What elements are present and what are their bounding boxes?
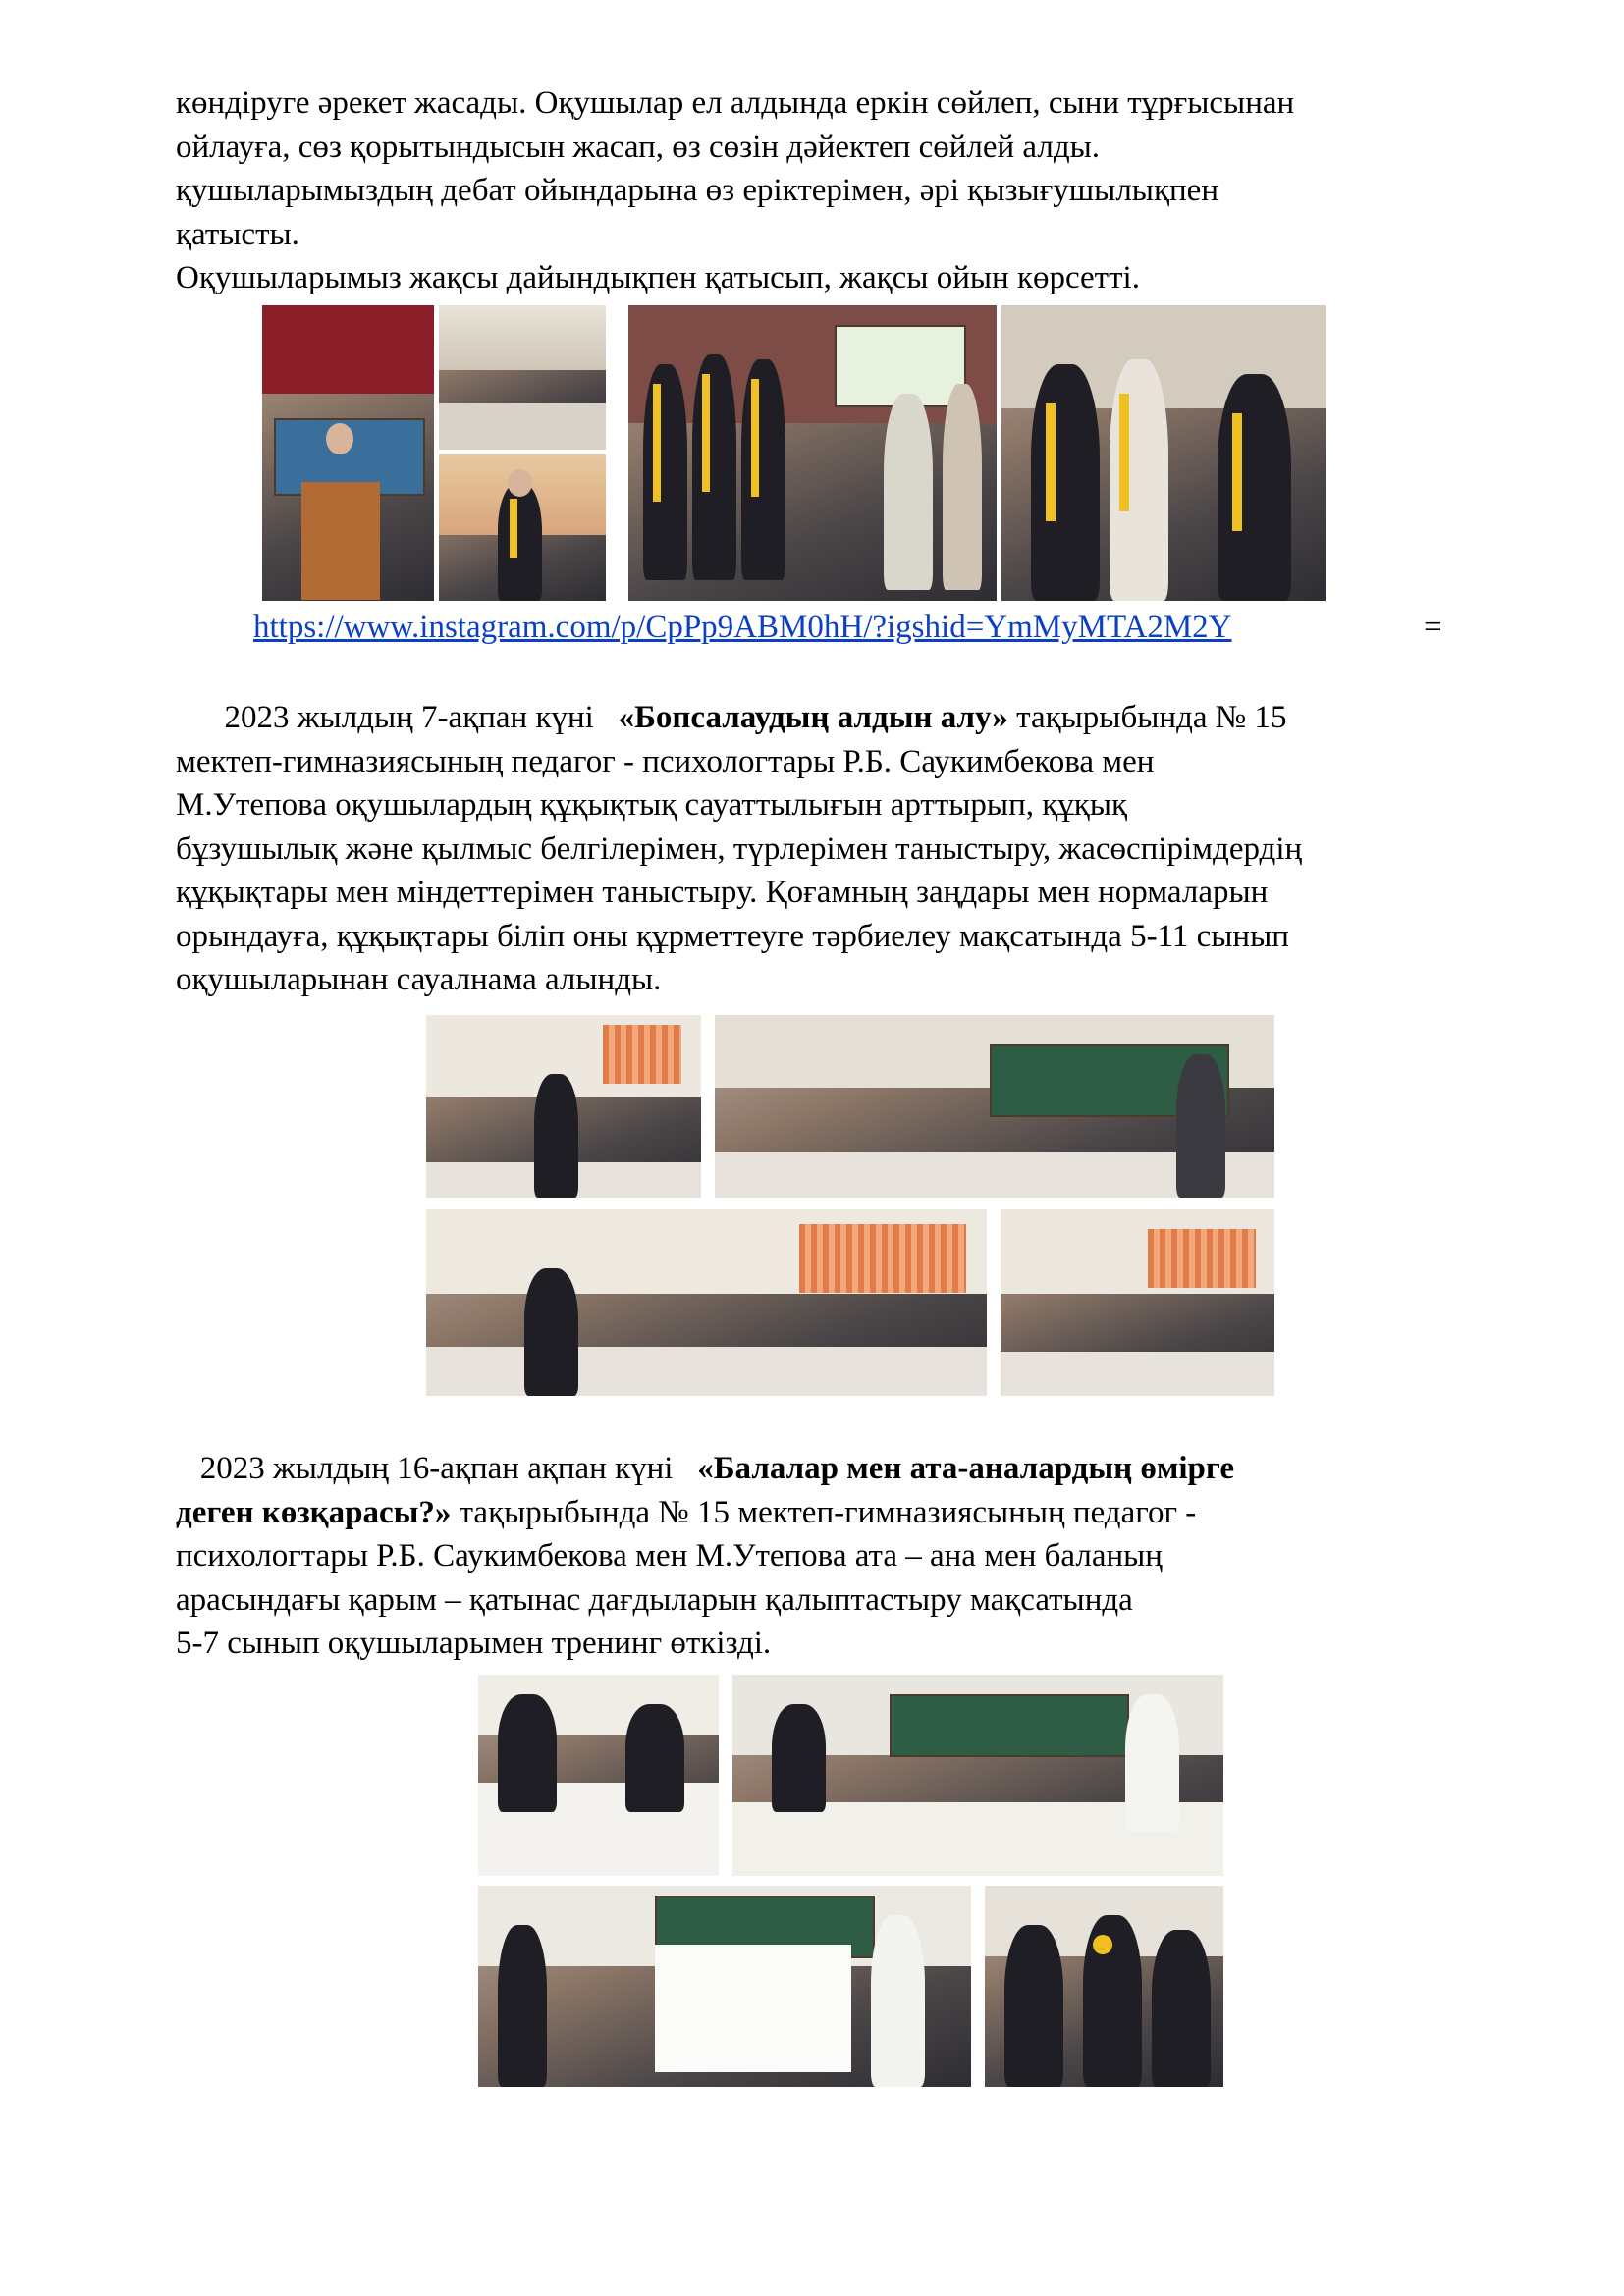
paragraph-training (176, 1447, 1522, 1622)
link-tail: = (1424, 610, 1442, 645)
date-text: 2023 жылдың 7-ақпан күні (224, 700, 594, 735)
paragraph-training-end (176, 1622, 1522, 1666)
text-line: мектеп-гимназиясының педагог - психологтары Р.Б. Саукимбекова мен (176, 743, 1155, 779)
text-line: Оқушыларымыз жақсы дайындықпен қатысып, жақсы ойын көрсетті. (176, 260, 1140, 295)
text-fragment: тақырыбында № 15 (1016, 700, 1287, 735)
photo-speaker-podium (262, 305, 434, 601)
photo-training-drawing (478, 1675, 719, 1876)
photo-training-group (732, 1675, 1223, 1876)
text-line (176, 696, 1522, 740)
text-line: ойлауға, сөз қорытындысын жасап, өз сөзін дәйектеп сөйлей алды. (176, 129, 1101, 165)
photo-audience (439, 305, 606, 450)
text-fragment: тақырыбында № 15 мектеп-гимназиясының педагог - (459, 1494, 1197, 1530)
topic-title: «Балалар мен ата-аналардың өмірге (697, 1451, 1235, 1486)
text-line: құқықтары мен міндеттерімен таныстыру. Қоғамның заңдары мен нормаларын (176, 875, 1269, 910)
photo-classroom-survey-3 (426, 1209, 987, 1396)
photo-training-students (985, 1886, 1223, 2087)
text-line (176, 1491, 1522, 1535)
text-line: оқушыларынан сауалнама алынды. (176, 962, 662, 997)
instagram-link[interactable]: https://www.instagram.com/p/CpPp9ABM0hH/?igshid=YmMyMTA2M2Y (253, 610, 1232, 645)
text-line: орындауға, құқықтары біліп оны құрметтеуге тәрбиелеу мақсатында 5-11 сынып (176, 918, 1289, 954)
topic-title-cont: деген көзқарасы?» (176, 1494, 452, 1530)
text-line: 5-7 сынып оқушыларымен тренинг өткізді. (176, 1626, 772, 1661)
topic-title: «Бопсалаудың алдын алу» (618, 700, 1008, 735)
paragraph-summary (176, 256, 1522, 300)
paragraph-extortion (176, 696, 1522, 958)
text-line: психологтары Р.Б. Саукимбекова мен М.Утепова ата – ана мен баланың (176, 1538, 1163, 1574)
text-line: М.Утепова оқушылардың құқықтық сауаттылығын арттырып, құқық (176, 787, 1128, 823)
text-line: арасындағы қарым – қатынас дағдыларын қалыптастыру мақсатында (176, 1581, 1133, 1618)
text-line: қушыларымыздың дебат ойындарына өз еріктерімен, әрі қызығушылықпен (176, 173, 1218, 208)
text-line: қатысты. (176, 216, 299, 252)
photo-debate-team (628, 305, 997, 601)
text-line: көндіруге әрекет жасады. Оқушылар ел алдында еркін сөйлеп, сыни тұрғысынан (176, 85, 1295, 121)
photo-classroom-survey-1 (426, 1015, 701, 1198)
text-line (176, 1447, 1522, 1491)
paragraph-debate (176, 81, 1522, 256)
photo-classroom-survey-2 (715, 1015, 1274, 1198)
photo-classroom-survey-4 (1001, 1209, 1274, 1396)
photo-student-speaking (439, 454, 606, 601)
text-line: бұзушылық және қылмыс белгілерімен, түрлерімен таныстыру, жасөспірімдердің (176, 830, 1303, 867)
date-text: 2023 жылдың 16-ақпан ақпан күні (199, 1451, 674, 1486)
paragraph-extortion-end (176, 958, 1522, 1002)
photo-training-poster (478, 1886, 971, 2087)
photo-handshake (1001, 305, 1326, 601)
